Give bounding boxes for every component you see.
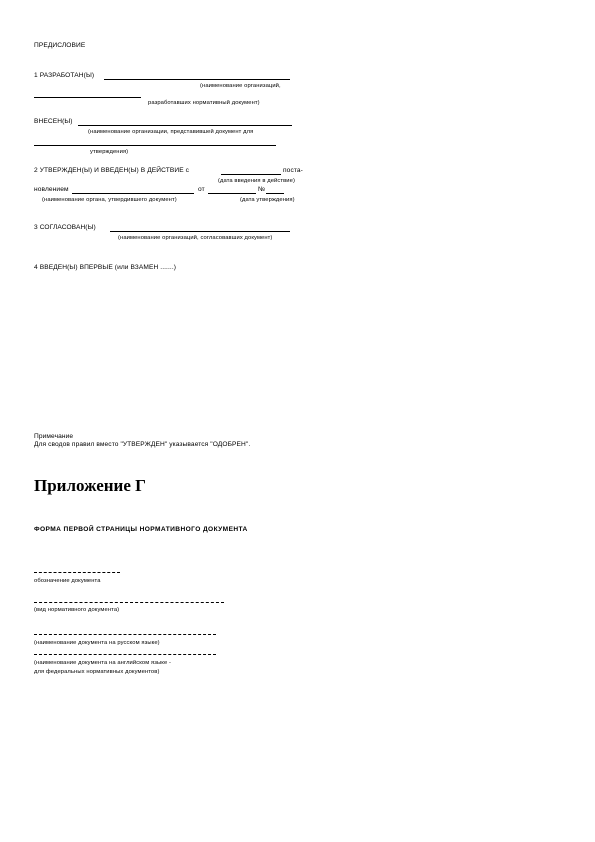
- designation-hint: обозначение документа: [34, 578, 101, 584]
- introduced-line: [78, 125, 292, 126]
- agreed-line: [110, 231, 290, 232]
- approved-approval-hint: (дата утверждения): [240, 197, 295, 203]
- approved-number: №: [258, 186, 266, 193]
- introduced-hint-1: (наименование организации, представившей документ для: [88, 129, 254, 135]
- introduced-label: ВНЕСЕН(Ы): [34, 118, 73, 125]
- approved-number-line: [266, 193, 284, 194]
- approved-tail: поста-: [283, 167, 303, 174]
- approved-label: 2 УТВЕРЖДЕН(Ы) И ВВЕДЕН(Ы) В ДЕЙСТВИЕ с: [34, 167, 190, 174]
- note-label: Примечание: [34, 433, 74, 440]
- english-name-hint-2: для федеральных нормативных документов): [34, 669, 160, 675]
- introduced-first-label: 4 ВВЕДЕН(Ы) ВПЕРВЫЕ (или ВЗАМЕН .......): [34, 264, 177, 271]
- designation-line: [34, 572, 120, 573]
- english-name-line: [34, 654, 216, 655]
- russian-name-line: [34, 634, 216, 635]
- approved-date-line: [221, 174, 281, 175]
- developed-line-2: [34, 97, 141, 98]
- introduced-hint-2: утверждения): [90, 149, 129, 155]
- appendix-heading: Приложение Г: [34, 476, 146, 495]
- doc-type-hint: (вид нормативного документа): [34, 607, 120, 613]
- developed-label: 1 РАЗРАБОТАН(Ы): [34, 72, 95, 79]
- approved-org-hint: (наименование органа, утвердившего документ): [42, 197, 177, 203]
- introduced-line-2: [34, 145, 276, 146]
- english-name-hint-1: (наименование документа на английском языке -: [34, 660, 172, 666]
- approved-date-hint: (дата введения в действие): [218, 178, 295, 184]
- note-text: Для сводов правил вместо "УТВЕРЖДЕН" указывается "ОДОБРЕН".: [34, 441, 251, 448]
- agreed-hint: (наименование организаций, согласовавших документ): [118, 235, 273, 241]
- agreed-label: 3 СОГЛАСОВАН(Ы): [34, 224, 96, 231]
- russian-name-hint: (наименование документа на русском языке): [34, 640, 160, 646]
- preface-title: ПРЕДИСЛОВИЕ: [34, 42, 86, 49]
- developed-hint-1: (наименование организаций,: [200, 83, 281, 89]
- developed-hint-2: разработавших нормативный документ): [148, 100, 260, 106]
- developed-line: [104, 79, 290, 80]
- approved-date2-line: [208, 193, 256, 194]
- doc-type-line: [34, 602, 224, 603]
- form-title: ФОРМА ПЕРВОЙ СТРАНИЦЫ НОРМАТИВНОГО ДОКУМЕНТА: [34, 526, 248, 533]
- approved-decree: новлением: [34, 186, 69, 193]
- approved-from: от: [198, 186, 205, 193]
- approved-org-line: [72, 193, 194, 194]
